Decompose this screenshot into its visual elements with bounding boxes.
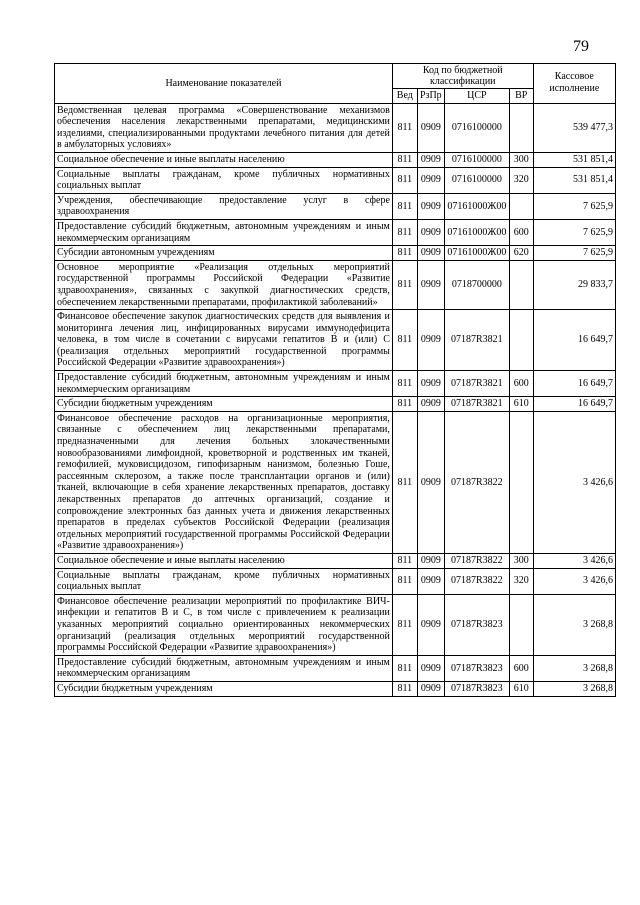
row-csr: 07187R3822 <box>444 568 509 594</box>
table-row <box>55 167 616 193</box>
row-csr: 07187R3822 <box>444 553 509 568</box>
row-name: Основное мероприятие «Реализация отдельных мероприятий государственной программы Российской Федерации «Развитие здравоохранения», связанных с закупкой диагностических средств, обеспечением лекарственными препаратами, профилактикой заболеваний» <box>55 260 393 309</box>
row-vr: 610 <box>509 397 533 412</box>
row-sum: 16 649,7 <box>533 310 615 371</box>
row-vr: 300 <box>509 553 533 568</box>
table-row <box>55 655 616 681</box>
row-csr: 07161000Ж00 <box>444 219 509 245</box>
row-csr: 0716100000 <box>444 152 509 167</box>
row-ved: 811 <box>392 568 417 594</box>
row-name: Социальные выплаты гражданам, кроме публичных нормативных социальных выплат <box>55 167 393 193</box>
row-vr <box>509 193 533 219</box>
row-sum: 7 625,9 <box>533 193 615 219</box>
row-rzpr: 0909 <box>417 310 444 371</box>
header-name: Наименование показателей <box>55 64 393 104</box>
row-name: Субсидии автономным учреждениям <box>55 246 393 261</box>
row-sum: 29 833,7 <box>533 260 615 309</box>
row-csr: 07187R3823 <box>444 594 509 655</box>
header-rzpr: РзПр <box>417 89 444 104</box>
row-name: Учреждения, обеспечивающие предоставление услуг в сфере здравоохранения <box>55 193 393 219</box>
row-vr <box>509 310 533 371</box>
row-rzpr: 0909 <box>417 219 444 245</box>
row-vr: 300 <box>509 152 533 167</box>
row-ved: 811 <box>392 553 417 568</box>
row-rzpr: 0909 <box>417 246 444 261</box>
row-sum: 531 851,4 <box>533 152 615 167</box>
table-row <box>55 219 616 245</box>
row-rzpr: 0909 <box>417 103 444 152</box>
table-row <box>55 193 616 219</box>
row-ved: 811 <box>392 246 417 261</box>
row-vr: 600 <box>509 655 533 681</box>
header-vr: ВР <box>509 89 533 104</box>
row-vr: 600 <box>509 219 533 245</box>
row-csr: 07161000Ж00 <box>444 246 509 261</box>
row-csr: 07187R3823 <box>444 655 509 681</box>
row-vr: 320 <box>509 167 533 193</box>
row-ved: 811 <box>392 371 417 397</box>
row-name: Субсидии бюджетным учреждениям <box>55 681 393 696</box>
row-ved: 811 <box>392 397 417 412</box>
row-csr: 07187R3822 <box>444 411 509 553</box>
row-rzpr: 0909 <box>417 411 444 553</box>
row-name: Финансовое обеспечение закупок диагностических средств для выявления и мониторинга лечения лиц, инфицированных вирусами иммунодефицита человека, в том числе в сочетании с вирусами гепатитов В и (или) С (реализация отдельных мероприятий государственной программы Российской Федерации «Развитие здравоохранения») <box>55 310 393 371</box>
row-rzpr: 0909 <box>417 655 444 681</box>
row-ved: 811 <box>392 193 417 219</box>
row-rzpr: 0909 <box>417 371 444 397</box>
row-ved: 811 <box>392 310 417 371</box>
row-csr: 0716100000 <box>444 103 509 152</box>
header-cash: Кассовое исполнение <box>533 64 615 104</box>
row-sum: 7 625,9 <box>533 219 615 245</box>
row-csr: 0716100000 <box>444 167 509 193</box>
row-rzpr: 0909 <box>417 568 444 594</box>
row-csr: 07187R3823 <box>444 681 509 696</box>
row-sum: 3 268,8 <box>533 594 615 655</box>
row-sum: 16 649,7 <box>533 371 615 397</box>
row-name: Социальные выплаты гражданам, кроме публичных нормативных социальных выплат <box>55 568 393 594</box>
header-ved: Вед <box>392 89 417 104</box>
row-rzpr: 0909 <box>417 152 444 167</box>
row-rzpr: 0909 <box>417 193 444 219</box>
row-ved: 811 <box>392 260 417 309</box>
row-csr: 07187R3821 <box>444 397 509 412</box>
row-csr: 0718700000 <box>444 260 509 309</box>
row-name: Субсидии бюджетным учреждениям <box>55 397 393 412</box>
row-name: Финансовое обеспечение реализации мероприятий по профилактике ВИЧ-инфекции и гепатитов В и С, в том числе с привлечением к реализации указанных мероприятий социально ориентированных некоммерческих организаций (реализация отдельных мероприятий государственной программы Российской Федерации «Развитие здравоохранения») <box>55 594 393 655</box>
row-csr: 07187R3821 <box>444 310 509 371</box>
row-vr: 600 <box>509 371 533 397</box>
row-rzpr: 0909 <box>417 681 444 696</box>
row-sum: 3 268,8 <box>533 655 615 681</box>
budget-table <box>54 63 616 697</box>
table-body <box>55 103 616 696</box>
row-sum: 3 426,6 <box>533 568 615 594</box>
row-rzpr: 0909 <box>417 167 444 193</box>
table-row <box>55 568 616 594</box>
row-sum: 3 426,6 <box>533 553 615 568</box>
table-row <box>55 371 616 397</box>
row-ved: 811 <box>392 681 417 696</box>
row-ved: 811 <box>392 411 417 553</box>
row-csr: 07187R3821 <box>444 371 509 397</box>
table-row <box>55 397 616 412</box>
row-name: Ведомственная целевая программа «Совершенствование механизмов обеспечения населения лекарственными препаратами, медицинскими изделиями, специализированными продуктами лечебного питания для детей в амбулаторных условиях» <box>55 103 393 152</box>
row-sum: 16 649,7 <box>533 397 615 412</box>
table-row <box>55 310 616 371</box>
header-csr: ЦСР <box>444 89 509 104</box>
row-name: Предоставление субсидий бюджетным, автономным учреждениям и иным некоммерческим организациям <box>55 219 393 245</box>
page-number: 79 <box>573 38 589 55</box>
row-vr <box>509 594 533 655</box>
row-sum: 3 268,8 <box>533 681 615 696</box>
row-name: Социальное обеспечение и иные выплаты населению <box>55 152 393 167</box>
row-ved: 811 <box>392 594 417 655</box>
row-rzpr: 0909 <box>417 553 444 568</box>
row-rzpr: 0909 <box>417 260 444 309</box>
row-vr <box>509 103 533 152</box>
row-sum: 531 851,4 <box>533 167 615 193</box>
row-ved: 811 <box>392 655 417 681</box>
row-name: Социальное обеспечение и иные выплаты населению <box>55 553 393 568</box>
row-rzpr: 0909 <box>417 397 444 412</box>
row-rzpr: 0909 <box>417 594 444 655</box>
table-row <box>55 152 616 167</box>
header-code-group: Код по бюджетной классификации <box>392 64 533 89</box>
table-row <box>55 411 616 553</box>
row-ved: 811 <box>392 167 417 193</box>
row-csr: 07161000Ж00 <box>444 193 509 219</box>
table-row <box>55 246 616 261</box>
table-row <box>55 553 616 568</box>
table-row <box>55 681 616 696</box>
row-sum: 7 625,9 <box>533 246 615 261</box>
row-vr: 610 <box>509 681 533 696</box>
table-row <box>55 103 616 152</box>
row-vr: 320 <box>509 568 533 594</box>
row-sum: 3 426,6 <box>533 411 615 553</box>
table-header <box>55 64 616 104</box>
row-ved: 811 <box>392 219 417 245</box>
row-sum: 539 477,3 <box>533 103 615 152</box>
row-name: Финансовое обеспечение расходов на организационные мероприятия, связанные с обеспечением лиц лекарственными препаратами, предназначенными для лечения больных злокачественными новообразованиями лимфоидной, кроветворной и родственных им тканей, гемофилией, муковисцидозом, гипофизарным нанизмом, болезнью Гоше, рассеянным склерозом, а также после трансплантации органов и (или) тканей, включающие в себя хранение лекарственных препаратов, доставку лекарственных препаратов до аптечных организаций, создание и сопровождение электронных баз данных учета и движения лекарственных препаратов в пределах субъектов Российской Федерации (реализация отдельных мероприятий государственной программы Российской Федерации «Развитие здравоохранения») <box>55 411 393 553</box>
table-row <box>55 260 616 309</box>
row-ved: 811 <box>392 152 417 167</box>
row-vr: 620 <box>509 246 533 261</box>
row-name: Предоставление субсидий бюджетным, автономным учреждениям и иным некоммерческим организациям <box>55 655 393 681</box>
table-row <box>55 594 616 655</box>
row-name: Предоставление субсидий бюджетным, автономным учреждениям и иным некоммерческим организациям <box>55 371 393 397</box>
row-vr <box>509 260 533 309</box>
row-vr <box>509 411 533 553</box>
row-ved: 811 <box>392 103 417 152</box>
